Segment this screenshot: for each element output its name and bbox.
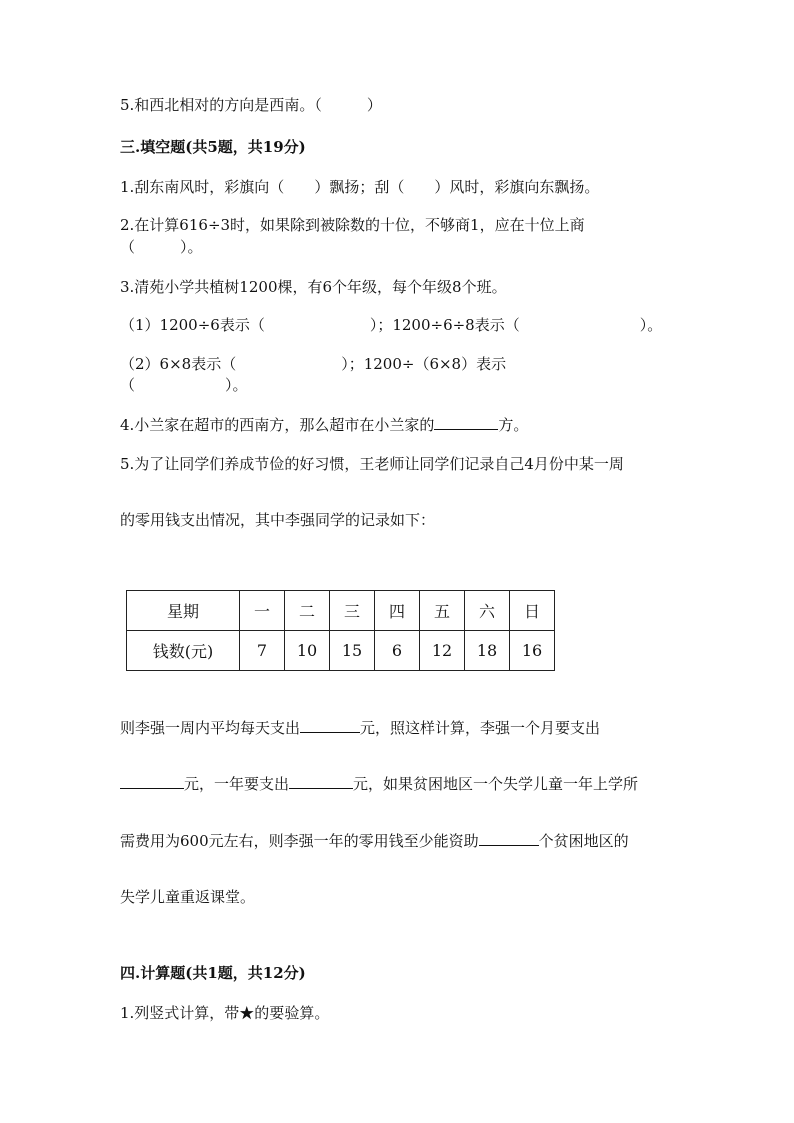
answer-blank[interactable] [300,718,360,733]
table-cell-amount: 10 [285,631,330,671]
table-cell-amount: 6 [375,631,420,671]
question-3-5-follow4: 失学儿童重返课堂。 [120,888,256,906]
text-segment: 元，照这样计算，李强一个月要支出 [360,719,601,737]
spending-table [126,590,555,671]
table-cell-day: 六 [465,591,510,631]
table-cell-amount: 12 [420,631,465,671]
question-3-1: 1.刮东南风时，彩旗向（ ）飘扬；刮（ ）风时，彩旗向东飘扬。 [120,178,600,196]
table-row [127,631,555,671]
table-cell-day: 日 [510,591,555,631]
text-segment: 个贫困地区的 [538,832,629,850]
table-cell-day: 二 [285,591,330,631]
question-3-3-sub1: （1）1200÷6表示（ ）；1200÷6÷8表示（ ）。 [120,316,663,334]
section-4-title: 四.计算题(共1题，共12分) [120,964,306,982]
answer-blank[interactable] [120,774,184,789]
text-segment: 元，一年要支出 [184,775,290,793]
table-cell-day: 三 [330,591,375,631]
question-4-1: 1.列竖式计算，带★的要验算。 [120,1004,330,1022]
answer-blank[interactable] [289,774,353,789]
question-3-5-follow1 [120,718,600,738]
question-3-3-sub2-line2: （ ）。 [120,376,248,394]
table-cell-day: 五 [420,591,465,631]
table-row [127,591,555,631]
question-3-4-after: 方。 [498,416,529,434]
question-3-5-line1: 5.为了让同学们养成节俭的好习惯，王老师让同学们记录自己4月份中某一周 [120,455,624,473]
answer-blank[interactable] [434,415,498,430]
table-cell-day: 四 [375,591,420,631]
question-2-5: 5.和西北相对的方向是西南。（ ） [120,96,382,114]
question-3-2-line2: （ ）。 [120,238,203,256]
question-3-5-line2: 的零用钱支出情况，其中李强同学的记录如下： [120,511,436,529]
question-3-2-line1: 2.在计算616÷3时，如果除到被除数的十位，不够商1，应在十位上商 [120,216,585,234]
question-3-3-sub2-line1: （2）6×8表示（ ）；1200÷（6×8）表示 [120,355,507,373]
question-3-4 [120,415,528,435]
table-cell-amount: 16 [510,631,555,671]
table-cell-amount: 7 [240,631,285,671]
section-3-title: 三.填空题(共5题，共19分) [120,138,306,156]
text-segment: 元，如果贫困地区一个失学儿童一年上学所 [353,775,639,793]
table-cell-day: 一 [240,591,285,631]
row-header-amount: 钱数(元) [127,631,240,671]
question-3-5-follow3 [120,831,629,851]
table-cell-amount: 18 [465,631,510,671]
answer-blank[interactable] [479,831,539,846]
row-header-weekday: 星期 [127,591,240,631]
question-3-4-before: 4.小兰家在超市的西南方，那么超市在小兰家的 [120,416,435,434]
question-3-3: 3.清苑小学共植树1200棵，有6个年级，每个年级8个班。 [120,278,507,296]
table-cell-amount: 15 [330,631,375,671]
question-3-5-follow2 [120,774,638,794]
text-segment: 需费用为600元左右，则李强一年的零用钱至少能资助 [120,832,479,850]
text-segment: 则李强一周内平均每天支出 [120,719,301,737]
